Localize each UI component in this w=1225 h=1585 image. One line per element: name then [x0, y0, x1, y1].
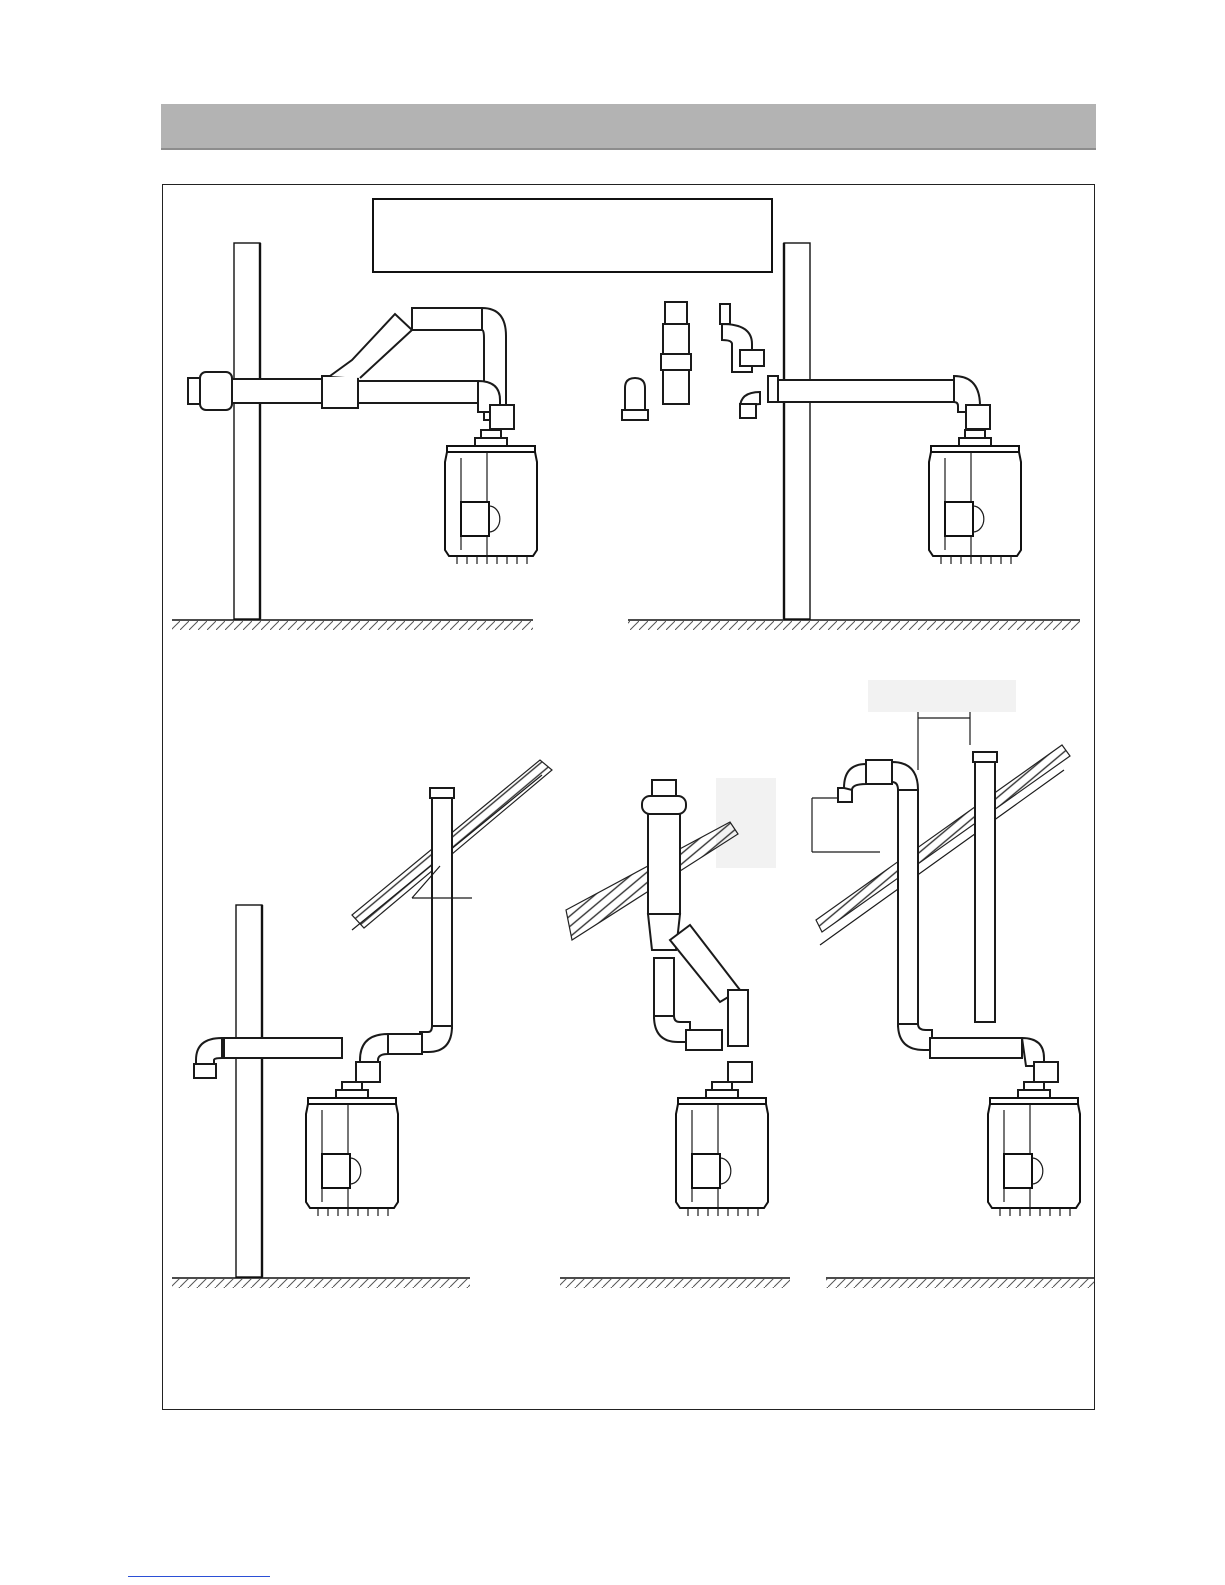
tee-fitting [322, 376, 358, 408]
wall-2 [784, 243, 810, 619]
floor-1 [172, 621, 533, 630]
panel-3 [172, 760, 552, 1288]
termination-cap-1 [188, 378, 200, 404]
floor-3 [172, 1279, 470, 1288]
wall-1 [234, 243, 260, 619]
elbow-termination [720, 304, 730, 324]
panel-1 [172, 243, 537, 630]
panel-5 [812, 712, 1094, 1288]
floor-2 [628, 621, 1080, 630]
termination-options [622, 302, 764, 420]
panel-2 [628, 243, 1080, 630]
wall-3 [236, 905, 262, 1277]
concentric-cap [652, 780, 676, 796]
floor-5 [826, 1279, 1094, 1288]
panel-4 [560, 780, 790, 1288]
screened-termination [665, 302, 687, 324]
floor-4 [560, 1279, 790, 1288]
